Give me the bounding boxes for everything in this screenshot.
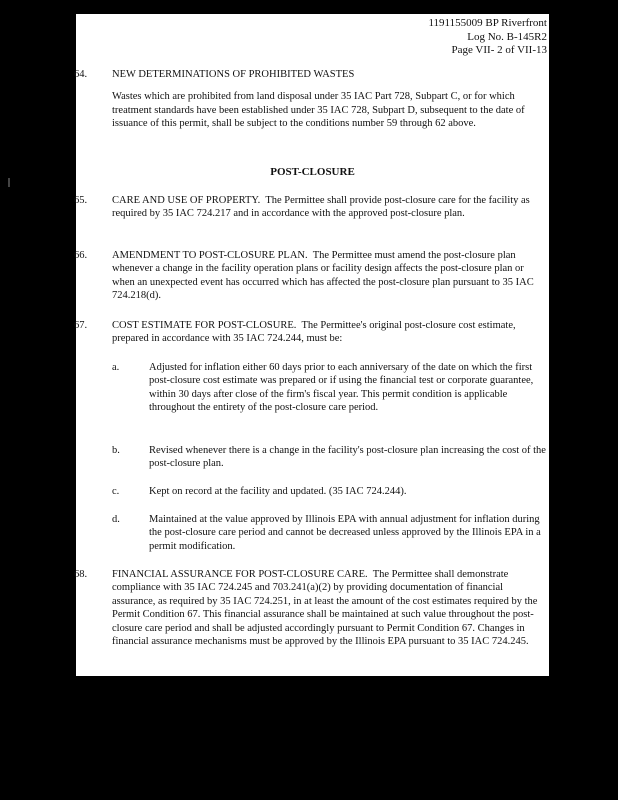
post-closure-heading: POST-CLOSURE	[270, 166, 355, 178]
subitem-letter: d.	[112, 514, 120, 525]
section-66	[76, 249, 549, 303]
section-text: The Permittee shall provide post-closure care for the facility as required by 35 IAC 724.217 and in accordance with the approved post-closure plan.	[112, 195, 530, 220]
header-permit-line: 1191155009 BP Riverfront	[428, 17, 547, 29]
subitem-text: Revised whenever there is a change in the facility's post-closure plan increasing the cost of the post-closure plan.	[149, 445, 546, 470]
section-number: 65.	[74, 195, 88, 206]
header-log-line: Log No. B-145R2	[467, 30, 547, 43]
section-title: COST ESTIMATE FOR POST-CLOSURE.	[112, 320, 297, 331]
scan-artifact	[8, 178, 10, 187]
subitem-letter: b.	[112, 445, 120, 456]
section-64	[76, 68, 549, 131]
subitem-letter: c.	[112, 486, 120, 497]
subitem-text: Maintained at the value approved by Illinois EPA with annual adjustment for inflation during the post-closure care period and cannot be decreased unless approved by the Illinois EPA in a permit modification.	[149, 514, 541, 552]
subitem-c	[112, 485, 549, 498]
section-text: The Permittee must amend the post-closure plan whenever a change in the facility operation plans or facility design affects the post-closure plan or when an unexpected event has occurred which has affected the post-closure plan pursuant to 35 IAC 724.218(d).	[112, 250, 534, 302]
section-number: 68.	[74, 569, 88, 580]
section-title: NEW DETERMINATIONS OF PROHIBITED WASTES	[112, 69, 355, 80]
section-text: The Permittee shall demonstrate compliance with 35 IAC 724.245 and 703.241(a)(2) by providing documentation of financial assurance, as required by 35 IAC 724.251, in at least the amount of the cost estimates required by the Permit Condition 67. This financial assurance shall be maintained at such value throughout the post-closure care period and shall be adjusted accordingly pursuant to Permit Condition 67. Changes in financial assurance mechanisms must be approved by the Illinois EPA pursuant to 35 IAC 724.245.	[112, 569, 538, 648]
page-header	[428, 17, 547, 58]
document-page	[76, 14, 549, 676]
section-title: CARE AND USE OF PROPERTY.	[112, 195, 261, 206]
subitem-text: Kept on record at the facility and updated. (35 IAC 724.244).	[149, 486, 407, 497]
subitem-a	[112, 361, 549, 415]
section-title: FINANCIAL ASSURANCE FOR POST-CLOSURE CARE.	[112, 569, 368, 580]
section-text: Wastes which are prohibited from land disposal under 35 IAC Part 728, Subpart C, or for which treatment standards have been established under 35 IAC 728, Subpart D, subsequent to the date of issuance of this permit, shall be subject to the conditions number 59 through 62 above.	[112, 91, 525, 130]
subitem-letter: a.	[112, 362, 120, 373]
subitem-d	[112, 513, 549, 553]
section-67	[76, 319, 549, 346]
section-text: The Permittee's original post-closure cost estimate, prepared in accordance with 35 IAC 724.244, must be:	[112, 320, 516, 345]
section-number: 67.	[74, 320, 88, 331]
section-title: AMENDMENT TO POST-CLOSURE PLAN.	[112, 250, 308, 261]
section-number: 64.	[74, 69, 88, 80]
subitem-text: Adjusted for inflation either 60 days prior to each anniversary of the date on which the first post-closure cost estimate was prepared or if using the financial test or corporate guarantee, within 30 days after close of the firm's fiscal year. This permit condition is applicable throughout the entirety of the post-closure care period.	[149, 362, 534, 414]
section-65	[76, 194, 549, 221]
section-68	[76, 568, 549, 648]
header-page-line: Page VII- 2 of VII-13	[451, 44, 547, 56]
subitem-b	[112, 444, 549, 471]
section-number: 66.	[74, 250, 88, 261]
